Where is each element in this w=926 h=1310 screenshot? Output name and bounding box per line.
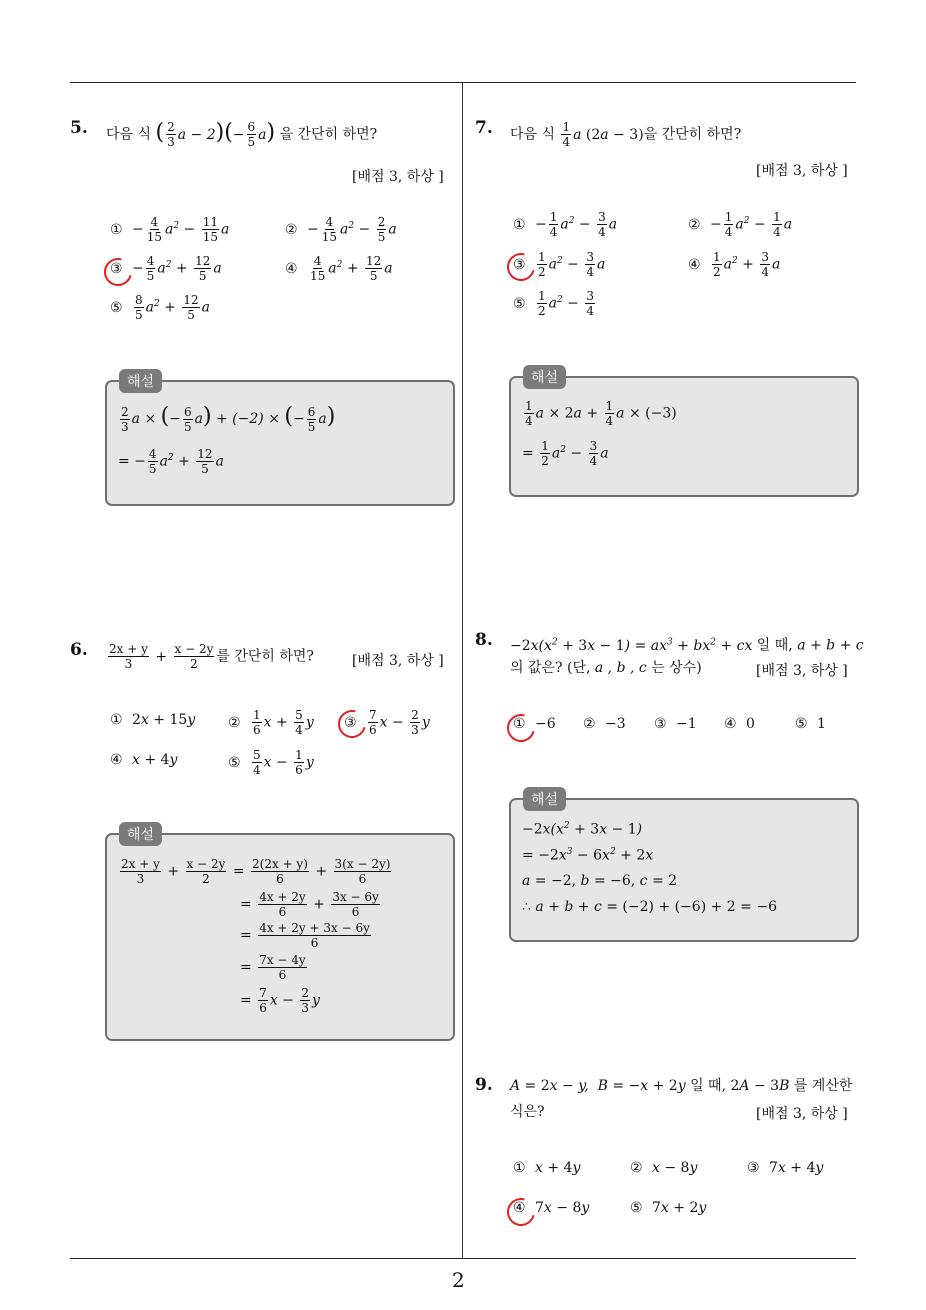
q6-solution-line-3: = $\frac{4x + 2y + 3x - 6y}{6}$ bbox=[240, 921, 370, 950]
q9-answer-mark bbox=[502, 1193, 540, 1231]
q6-solution-line-4: = $\frac{7x - 4y}{6}$ bbox=[240, 953, 306, 982]
q5-choice-3[interactable]: ③ − $\frac{4}{5}$ $a^2$ + $\frac{12}{5}$ a bbox=[110, 254, 222, 283]
column-divider bbox=[462, 83, 463, 1258]
q5-choice-4[interactable]: ④ $\frac{4}{15}$ $a^2$ + $\frac{12}{5}$ a bbox=[285, 254, 393, 283]
q8-answer-mark bbox=[502, 709, 540, 747]
question-6-text: $\frac{2x + y}{3}$ + $\frac{x - 2y}{2}$ 를 간단히 하면? bbox=[109, 642, 314, 671]
q8-solution-line-4: ∴ a + b + c = (−2) + (−6) + 2 = −6 bbox=[522, 899, 777, 915]
q7-choice-5[interactable]: ⑤ $\frac{1}{2}$ $a^2$ − $\frac{3}{4}$ bbox=[513, 289, 595, 318]
q8-solution-line-1: $-2x(x^2 + 3x - 1)$ bbox=[522, 821, 643, 838]
q9-choice-4[interactable]: ④ 7x − 8y bbox=[513, 1200, 590, 1216]
question-6-number: 6. bbox=[70, 640, 88, 660]
question-9-number: 9. bbox=[475, 1075, 493, 1095]
q9-choice-3[interactable]: ③ 7x + 4y bbox=[747, 1160, 824, 1176]
q6-solution-line-2: = $\frac{4x + 2y}{6}$ + $\frac{3x - 6y}{6}$ bbox=[240, 890, 379, 919]
q6-solution-tag: 해설 bbox=[119, 822, 162, 846]
question-8-text-line-2: 의 값은? (단, a , b , c 는 상수) bbox=[510, 660, 702, 676]
q6-choice-4[interactable]: ④ x + 4y bbox=[110, 752, 178, 768]
q6-choice-3[interactable]: ③ $\frac{7}{6}$ x − $\frac{2}{3}$ y bbox=[344, 708, 430, 737]
q8-choice-1[interactable]: ① −6 bbox=[513, 716, 556, 732]
q8-solution-line-3: a = −2, b = −6, c = 2 bbox=[522, 873, 678, 889]
q5-choice-5[interactable]: ⑤ $\frac{8}{5}$ $a^2$ + $\frac{12}{5}$ a bbox=[110, 293, 211, 322]
question-5-score: [배점 3, 하상 ] bbox=[352, 169, 444, 185]
question-7-text: 다음 식 $\frac{1}{4}$ a (2a − 3)을 간단히 하면? bbox=[510, 120, 742, 149]
q9-choice-2[interactable]: ② x − 8y bbox=[630, 1160, 698, 1176]
question-8-number: 8. bbox=[475, 630, 493, 650]
q7-solution-box bbox=[509, 376, 859, 497]
question-7-score: [배점 3, 하상 ] bbox=[756, 163, 848, 179]
q6-solution-line-5: = $\frac{7}{6}$ x − $\frac{2}{3}$ y bbox=[240, 986, 320, 1015]
q5-solution-box bbox=[105, 380, 455, 506]
q5-solution-line-1: $\frac{2}{3}$ a × (− $\frac{6}{5}$ a) + (−2) × (− $\frac{6}{5}$ a) bbox=[121, 404, 336, 434]
q6-choice-2[interactable]: ② $\frac{1}{6}$ x + $\frac{5}{4}$ y bbox=[228, 708, 314, 737]
q7-choice-4[interactable]: ④ $\frac{1}{2}$ $a^2$ + $\frac{3}{4}$ a bbox=[688, 250, 781, 279]
q7-solution-tag: 해설 bbox=[523, 365, 566, 389]
q7-choice-2[interactable]: ② − $\frac{1}{4}$ $a^2$ − $\frac{1}{4}$ a bbox=[688, 210, 793, 239]
q7-choice-1[interactable]: ① − $\frac{1}{4}$ $a^2$ − $\frac{3}{4}$ a bbox=[513, 210, 618, 239]
q6-solution-line-1: $\frac{2x + y}{3}$ + $\frac{x - 2y}{2}$ = $\frac{2(2x + y)}{6}$ + $\frac{3(x - 2y)}{6}$ bbox=[121, 857, 391, 886]
q5-solution-tag: 해설 bbox=[119, 369, 162, 393]
q9-choice-5[interactable]: ⑤ 7x + 2y bbox=[630, 1200, 707, 1216]
bottom-rule bbox=[70, 1258, 856, 1259]
q5-choice-2[interactable]: ② − $\frac{4}{15}$ $a^2$ − $\frac{2}{5}$ a bbox=[285, 215, 397, 244]
q7-solution-line-1: $\frac{1}{4}$ a × 2a + $\frac{1}{4}$ a × (−3) bbox=[525, 399, 677, 428]
question-6-score: [배점 3, 하상 ] bbox=[352, 653, 444, 669]
q6-choice-5[interactable]: ⑤ $\frac{5}{4}$ x − $\frac{1}{6}$ y bbox=[228, 748, 314, 777]
q5-solution-line-2: = − $\frac{4}{5}$ $a^2$ + $\frac{12}{5}$ a bbox=[118, 447, 224, 476]
question-5-number: 5. bbox=[70, 118, 88, 138]
question-9-text-line-2: 식은? bbox=[510, 1104, 545, 1120]
q7-solution-line-2: = $\frac{1}{2}$ $a^2$ − $\frac{3}{4}$ a bbox=[522, 439, 609, 468]
q6-choice-1[interactable]: ① 2x + 15y bbox=[110, 712, 196, 728]
page-number: 2 bbox=[452, 1268, 465, 1292]
question-9-text-line-1: A = 2x − y, B = −x + 2y 일 때, 2A − 3B 를 계산한 bbox=[510, 1078, 853, 1094]
q8-choice-5[interactable]: ⑤ 1 bbox=[795, 716, 826, 732]
q8-choice-4[interactable]: ④ 0 bbox=[724, 716, 755, 732]
q9-choice-1[interactable]: ① x + 4y bbox=[513, 1160, 581, 1176]
question-9-score: [배점 3, 하상 ] bbox=[756, 1106, 848, 1122]
question-8-text-line-1: $-2x(x^2 + 3x - 1) = ax^3 + bx^2$ + cx 일 때, a + b + c bbox=[510, 637, 864, 654]
question-7-number: 7. bbox=[475, 118, 493, 138]
question-5-text: 다음 식 ( $\frac{2}{3}$ a − 2)(− $\frac{6}{5}$ a) 을 간단히 하면? bbox=[106, 119, 378, 149]
q8-solution-box bbox=[509, 798, 859, 942]
question-8-score: [배점 3, 하상 ] bbox=[756, 663, 848, 679]
top-rule bbox=[70, 82, 856, 83]
q7-choice-3[interactable]: ③ $\frac{1}{2}$ $a^2$ − $\frac{3}{4}$ a bbox=[513, 250, 606, 279]
q5-choice-1[interactable]: ① − $\frac{4}{15}$ $a^2$ − $\frac{11}{15}$ a bbox=[110, 215, 230, 244]
q8-choice-2[interactable]: ② −3 bbox=[583, 716, 626, 732]
q8-solution-tag: 해설 bbox=[523, 787, 566, 811]
q8-solution-line-2: = $-2x^3 - 6x^2 + 2x$ bbox=[522, 847, 654, 864]
q8-choice-3[interactable]: ③ −1 bbox=[654, 716, 697, 732]
